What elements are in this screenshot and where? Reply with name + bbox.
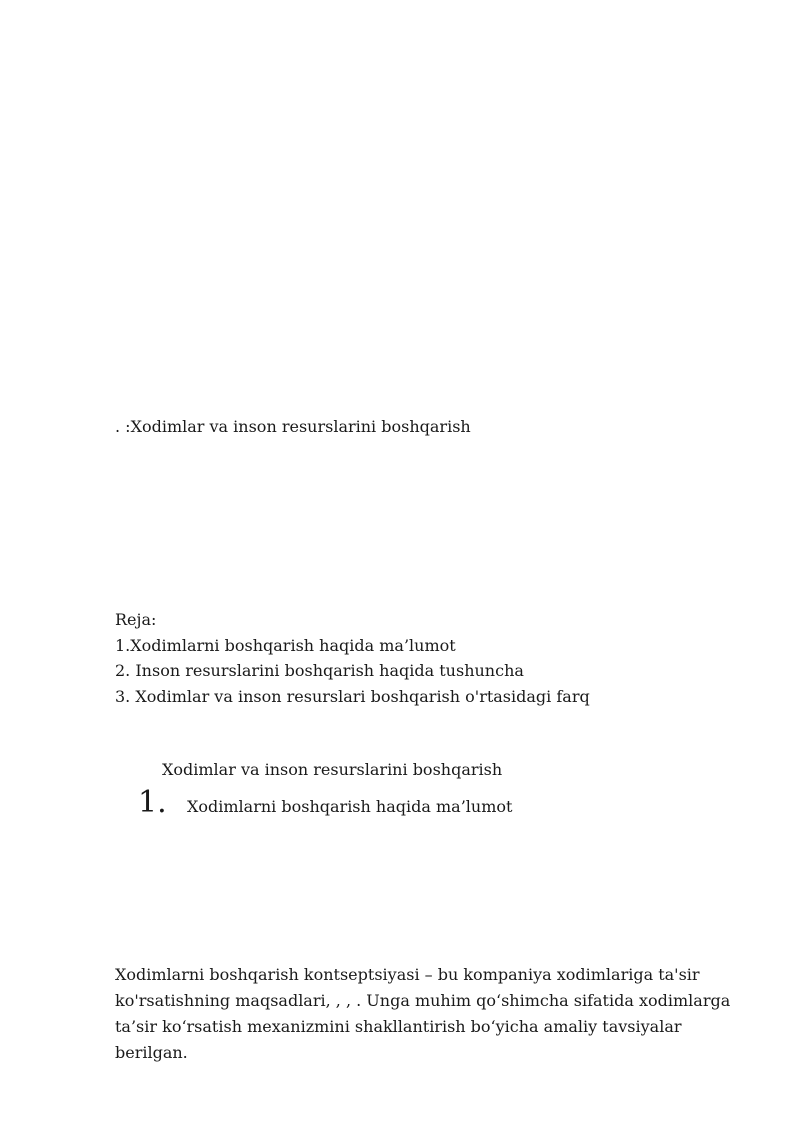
numbered-heading <box>138 785 513 820</box>
subject-line: . :Xodimlar va inson resurslarini boshqarish <box>115 417 471 436</box>
heading-text: Xodimlarni boshqarish haqida ma’lumot <box>187 797 513 816</box>
plan-item: 3. Xodimlar va inson resurslari boshqarish o'rtasidagi farq <box>115 686 590 706</box>
plan-item: 2. Inson resurslarini boshqarish haqida tushuncha <box>115 661 524 680</box>
plan-section <box>115 607 590 709</box>
plan-heading: Reja: <box>115 610 157 629</box>
heading-number: 1. <box>138 785 167 820</box>
body-paragraph: Xodimlarni boshqarish kontseptsiyasi – bu kompaniya xodimlariga ta'sir ko'rsatishning maqsadlari, , , . Unga muhim qo‘shimcha sifatida xodimlarga ta’sir ko‘rsatish mexanizmini shakllantirish bo‘yicha amaliy tavsiyalar berilgan. <box>115 965 731 1062</box>
plan-item: 1.Xodimlarni boshqarish haqida ma’lumot <box>115 635 456 655</box>
section-title: Xodimlar va inson resurslarini boshqarish <box>162 760 503 779</box>
